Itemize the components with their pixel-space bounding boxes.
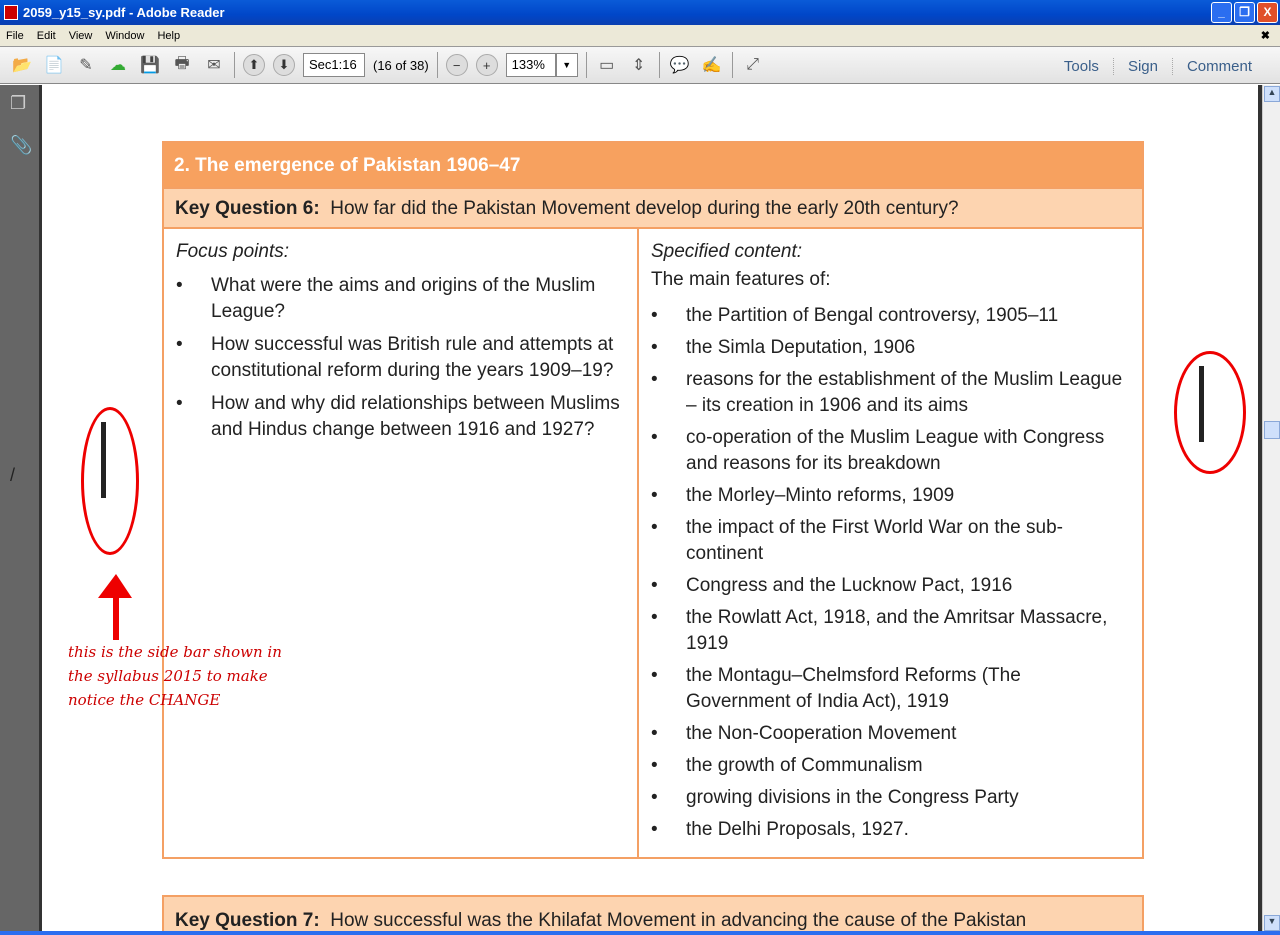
window-title: 2059_y15_sy.pdf - Adobe Reader <box>23 5 225 20</box>
divider <box>659 52 660 78</box>
red-arrow-annotation <box>98 574 134 640</box>
next-page-button[interactable]: ⬇ <box>273 54 295 76</box>
zoom-in-button[interactable]: + <box>476 54 498 76</box>
content-label: Specified content: <box>651 241 803 262</box>
annotation-line: the syllabus 2015 to make <box>68 667 268 685</box>
menu-view[interactable]: View <box>68 29 93 42</box>
change-sidebar-mark <box>1199 366 1204 442</box>
scroll-up-button[interactable]: ▲ <box>1264 86 1280 102</box>
divider <box>234 52 235 78</box>
comment-link[interactable]: Comment <box>1172 58 1266 75</box>
comment-bubble-icon[interactable]: 💬 <box>669 57 690 74</box>
content-item: • reasons for the establishment of the Muslim League – its creation in 1906 and its aims <box>651 367 1130 419</box>
attachments-icon[interactable]: 📎 <box>10 135 33 155</box>
restore-button[interactable]: ❐ <box>1234 2 1255 23</box>
open-icon[interactable]: 📂 <box>12 57 32 74</box>
pdf-app-icon <box>4 5 18 20</box>
content-item: • the Rowlatt Act, 1918, and the Amritsar Massacre, 1919 <box>651 605 1130 657</box>
zoom-level[interactable]: 133% <box>506 53 556 77</box>
title-bar <box>0 0 1280 25</box>
chevron-down-icon[interactable]: ▼ <box>556 53 578 77</box>
handwritten-annotation <box>68 640 282 712</box>
slash-mark: / <box>10 465 16 485</box>
fit-page-icon[interactable]: ▭ <box>599 57 615 74</box>
edit-icon[interactable]: ✎ <box>79 57 93 74</box>
menu-window[interactable]: Window <box>105 29 145 42</box>
divider <box>586 52 587 78</box>
specified-content-column <box>639 229 1142 857</box>
print-icon[interactable]: 🖶 <box>174 54 190 72</box>
previous-page-button[interactable]: ⬆ <box>243 54 265 76</box>
pdf-page <box>45 85 1258 935</box>
toolbar <box>0 46 1280 84</box>
create-pdf-icon[interactable]: 📄 <box>44 57 64 74</box>
key-question-6-table <box>162 141 1144 859</box>
focus-label: Focus points: <box>176 241 289 262</box>
zoom-select[interactable] <box>506 53 578 77</box>
content-item: • the Simla Deputation, 1906 <box>651 335 1130 361</box>
annotation-line: this is the side bar shown in <box>68 643 282 661</box>
content-item: • the Montagu–Chelmsford Reforms (The Government of India Act), 1919 <box>651 663 1130 715</box>
content-intro: The main features of: <box>651 269 831 290</box>
focus-point: • What were the aims and origins of the Muslim League? <box>176 273 625 325</box>
content-item: • the Non-Cooperation Movement <box>651 721 1130 747</box>
kq-label: Key Question 6: <box>175 198 320 219</box>
fit-width-icon[interactable]: ⇕ <box>631 57 646 74</box>
content-item: • the impact of the First World War on the sub-continent <box>651 515 1130 567</box>
menu-edit[interactable]: Edit <box>36 29 56 42</box>
close-document-icon[interactable]: ✖ <box>1260 30 1270 42</box>
red-ellipse-annotation <box>81 407 139 555</box>
kq-label: Key Question 7: <box>175 910 320 931</box>
key-question-6 <box>164 187 1142 229</box>
sign-link[interactable]: Sign <box>1113 58 1172 75</box>
menu-help[interactable]: Help <box>157 29 181 42</box>
content-item: • the Morley–Minto reforms, 1909 <box>651 483 1130 509</box>
fullscreen-icon[interactable]: ⤢ <box>746 56 760 73</box>
kq-text: How successful was the Khilafat Movement in advancing the cause of the Pakistan <box>330 910 1027 931</box>
content-item: • the Delhi Proposals, 1927. <box>651 817 1130 843</box>
page-number-input[interactable]: Sec1:16 <box>303 53 365 77</box>
vertical-scrollbar[interactable] <box>1262 85 1280 935</box>
scroll-down-button[interactable]: ▼ <box>1264 915 1280 931</box>
menu-bar <box>0 25 1280 46</box>
focus-point: • How successful was British rule and attempts at constitutional reform during the years 1909–19? <box>176 332 625 384</box>
red-ellipse-annotation <box>1174 351 1246 474</box>
minimize-button[interactable]: _ <box>1211 2 1232 23</box>
menu-file[interactable]: File <box>6 29 24 42</box>
content-item: • the Partition of Bengal controversy, 1905–11 <box>651 303 1130 329</box>
content-item: • the growth of Communalism <box>651 753 1130 779</box>
taskbar-edge <box>0 931 1280 935</box>
upload-cloud-icon[interactable]: ☁ <box>110 57 126 74</box>
change-sidebar-mark <box>101 422 106 498</box>
section-title: 2. The emergence of Pakistan 1906–47 <box>164 143 1142 187</box>
focus-points-column <box>164 229 639 857</box>
zoom-out-button[interactable]: − <box>446 54 468 76</box>
tools-link[interactable]: Tools <box>1063 57 1099 75</box>
annotation-line: notice the CHANGE <box>68 691 221 709</box>
content-item: • growing divisions in the Congress Party <box>651 785 1130 811</box>
kq-text: How far did the Pakistan Movement develop during the early 20th century? <box>330 198 959 219</box>
key-question-7 <box>162 895 1144 935</box>
navigation-panel <box>0 85 42 935</box>
email-icon[interactable]: ✉ <box>207 57 221 74</box>
divider <box>437 52 438 78</box>
page-count: (16 of 38) <box>373 57 429 73</box>
content-item: • Congress and the Lucknow Pact, 1916 <box>651 573 1130 599</box>
focus-point: • How and why did relationships between Muslims and Hindus change between 1916 and 1927? <box>176 391 625 443</box>
pages-icon[interactable]: ❐ <box>10 93 27 113</box>
close-button[interactable]: X <box>1257 2 1278 23</box>
divider <box>732 52 733 78</box>
content-item: • co-operation of the Muslim League with Congress and reasons for its breakdown <box>651 425 1130 477</box>
highlight-text-icon[interactable]: ✍ <box>701 57 722 74</box>
save-icon[interactable]: 💾 <box>140 57 160 74</box>
scroll-thumb[interactable] <box>1264 421 1280 439</box>
